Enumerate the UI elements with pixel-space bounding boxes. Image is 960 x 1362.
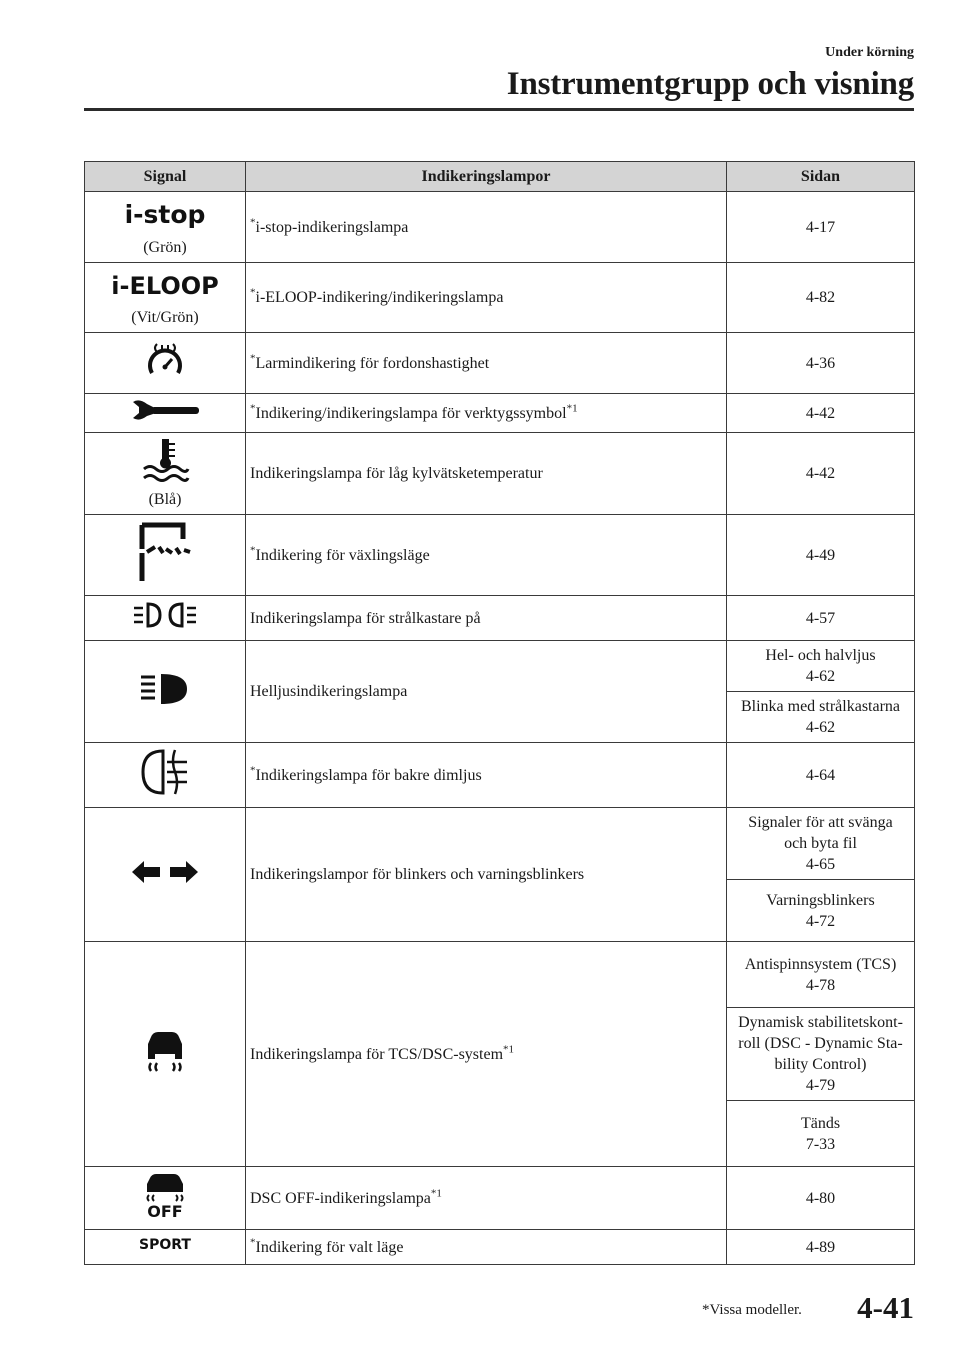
signal-cell: [85, 808, 246, 942]
chapter-title: Instrumentgrupp och visning: [506, 66, 914, 102]
page-reference-cell: 4-80: [727, 1167, 915, 1230]
indicator-description: Indikeringslampa för TCS/DSC-system: [250, 1045, 504, 1063]
indicator-description-cell: [246, 263, 727, 333]
page-reference-cell: Dynamisk stabilitetskont- roll (DSC - Dynamic Sta- bility Control) 4-79: [727, 1008, 915, 1101]
signal-cell: [85, 433, 246, 515]
signal-cell: [85, 1167, 246, 1230]
table-row: [85, 743, 915, 808]
indicator-description: Larmindikering för fordonshastighet: [255, 354, 490, 372]
column-header-indicator: Indikeringslampor: [246, 162, 727, 192]
table-row: [85, 1167, 915, 1230]
optional-equipment-marker: *: [250, 402, 256, 415]
table-row: [85, 433, 915, 515]
speed-alarm-icon: [142, 337, 188, 389]
svg-text:OFF: OFF: [147, 1202, 183, 1221]
table-row: [85, 942, 915, 1008]
signal-color-note: (Vit/Grön): [131, 309, 199, 326]
indicator-description: DSC OFF-indikeringslampa: [250, 1189, 431, 1207]
page-reference-cell: Signaler för att svänga och byta fil 4-65: [727, 808, 915, 880]
page-reference-cell: 4-36: [727, 333, 915, 394]
wrench-icon: [129, 398, 201, 428]
table-row: [85, 192, 915, 263]
indicator-description-cell: [246, 1167, 727, 1230]
i-eloop-icon: [111, 267, 219, 307]
optional-equipment-marker: *: [250, 764, 256, 777]
page-reference-cell: Antispinnsystem (TCS) 4-78: [727, 942, 915, 1008]
signal-cell: [85, 1230, 246, 1265]
table-body: [85, 192, 915, 1265]
dsc-off-icon: [137, 1171, 193, 1225]
optional-equipment-marker: *: [250, 1236, 256, 1249]
table-row: [85, 515, 915, 596]
optional-equipment-marker: *: [250, 286, 256, 299]
signal-color-note: (Blå): [148, 491, 182, 508]
indicator-description: Helljusindikeringslampa: [250, 683, 408, 700]
page-reference-cell: Tänds 7-33: [727, 1101, 915, 1167]
optional-equipment-marker: *: [250, 216, 256, 229]
table-row: [85, 1230, 915, 1265]
signal-cell: [85, 596, 246, 641]
indicator-description: Indikeringslampor för blinkers och varningsblinkers: [250, 866, 585, 883]
indicator-description: Indikeringslampa för låg kylvätsketemperatur: [250, 465, 543, 482]
svg-text:i-ELOOP: i-ELOOP: [111, 272, 219, 300]
page-reference-cell: Blinka med strålkastarna 4-62: [727, 692, 915, 743]
page-reference-cell: 4-17: [727, 192, 915, 263]
indicator-table: [84, 161, 915, 1265]
page-number: 4-41: [857, 1290, 914, 1325]
svg-text:SPORT: SPORT: [139, 1237, 191, 1253]
low-coolant-temp-icon: [140, 437, 190, 489]
indicator-description-cell: [246, 596, 727, 641]
indicator-description-cell: [246, 808, 727, 942]
page-reference-cell: 4-64: [727, 743, 915, 808]
indicator-description-cell: [246, 641, 727, 743]
indicator-description-cell: [246, 942, 727, 1167]
table-header-row: [85, 162, 915, 192]
signal-color-note: (Grön): [143, 238, 187, 256]
sport-icon: [129, 1234, 201, 1260]
optional-equipment-marker: *: [250, 544, 256, 557]
indicator-description-cell: [246, 515, 727, 596]
table-row: [85, 641, 915, 692]
footnote: *Vissa modeller.: [702, 1302, 802, 1318]
page-reference-cell: 4-82: [727, 263, 915, 333]
optional-equipment-marker: *: [250, 352, 256, 365]
i-stop-icon: [124, 197, 206, 237]
page-reference-cell: Hel- och halvljus 4-62: [727, 641, 915, 692]
indicator-description: Indikering för växlingsläge: [255, 546, 430, 564]
column-header-page: Sidan: [727, 162, 915, 192]
page-reference-cell: 4-42: [727, 433, 915, 515]
headlights-on-icon: [132, 600, 198, 636]
indicator-description: Indikering/indikeringslampa för verktygssymbol: [255, 404, 567, 422]
footnote-marker: *1: [430, 1187, 442, 1200]
table-row: [85, 808, 915, 880]
section-title: Under körning: [825, 45, 914, 60]
page-reference-cell: 4-42: [727, 394, 915, 433]
indicator-description-cell: [246, 333, 727, 394]
indicator-description-cell: [246, 433, 727, 515]
header-divider: [84, 108, 914, 111]
shift-position-icon: [133, 519, 197, 591]
signal-cell: [85, 192, 246, 263]
indicator-description: Indikering för valt läge: [255, 1238, 404, 1256]
indicator-description-cell: [246, 1230, 727, 1265]
high-beam-icon: [139, 672, 191, 712]
signal-cell: [85, 641, 246, 743]
page-reference-cell: 4-49: [727, 515, 915, 596]
table-row: [85, 263, 915, 333]
column-header-signal: Signal: [85, 162, 246, 192]
footnote-marker: *1: [503, 1043, 515, 1056]
signal-cell: [85, 263, 246, 333]
page-reference-cell: 4-89: [727, 1230, 915, 1265]
indicator-description: i-stop-indikeringslampa: [255, 218, 409, 236]
turn-signal-icon: [130, 859, 200, 891]
rear-fog-icon: [139, 747, 191, 803]
table-row: [85, 596, 915, 641]
page-reference-cell: Varningsblinkers 4-72: [727, 880, 915, 942]
indicator-description-cell: [246, 192, 727, 263]
signal-cell: [85, 333, 246, 394]
signal-cell: [85, 743, 246, 808]
tcs-dsc-icon: [142, 1028, 188, 1080]
indicator-description-cell: [246, 743, 727, 808]
page-reference-cell: 4-57: [727, 596, 915, 641]
footnote-marker: *1: [566, 402, 578, 415]
indicator-description: Indikeringslampa för strålkastare på: [250, 609, 481, 627]
signal-cell: [85, 942, 246, 1167]
indicator-description-cell: [246, 394, 727, 433]
table-row: [85, 333, 915, 394]
signal-cell: [85, 394, 246, 433]
signal-cell: [85, 515, 246, 596]
svg-text:i-stop: i-stop: [124, 199, 206, 229]
indicator-description: Indikeringslampa för bakre dimljus: [255, 766, 482, 784]
indicator-description: i-ELOOP-indikering/indikeringslampa: [255, 289, 504, 306]
table-row: [85, 394, 915, 433]
